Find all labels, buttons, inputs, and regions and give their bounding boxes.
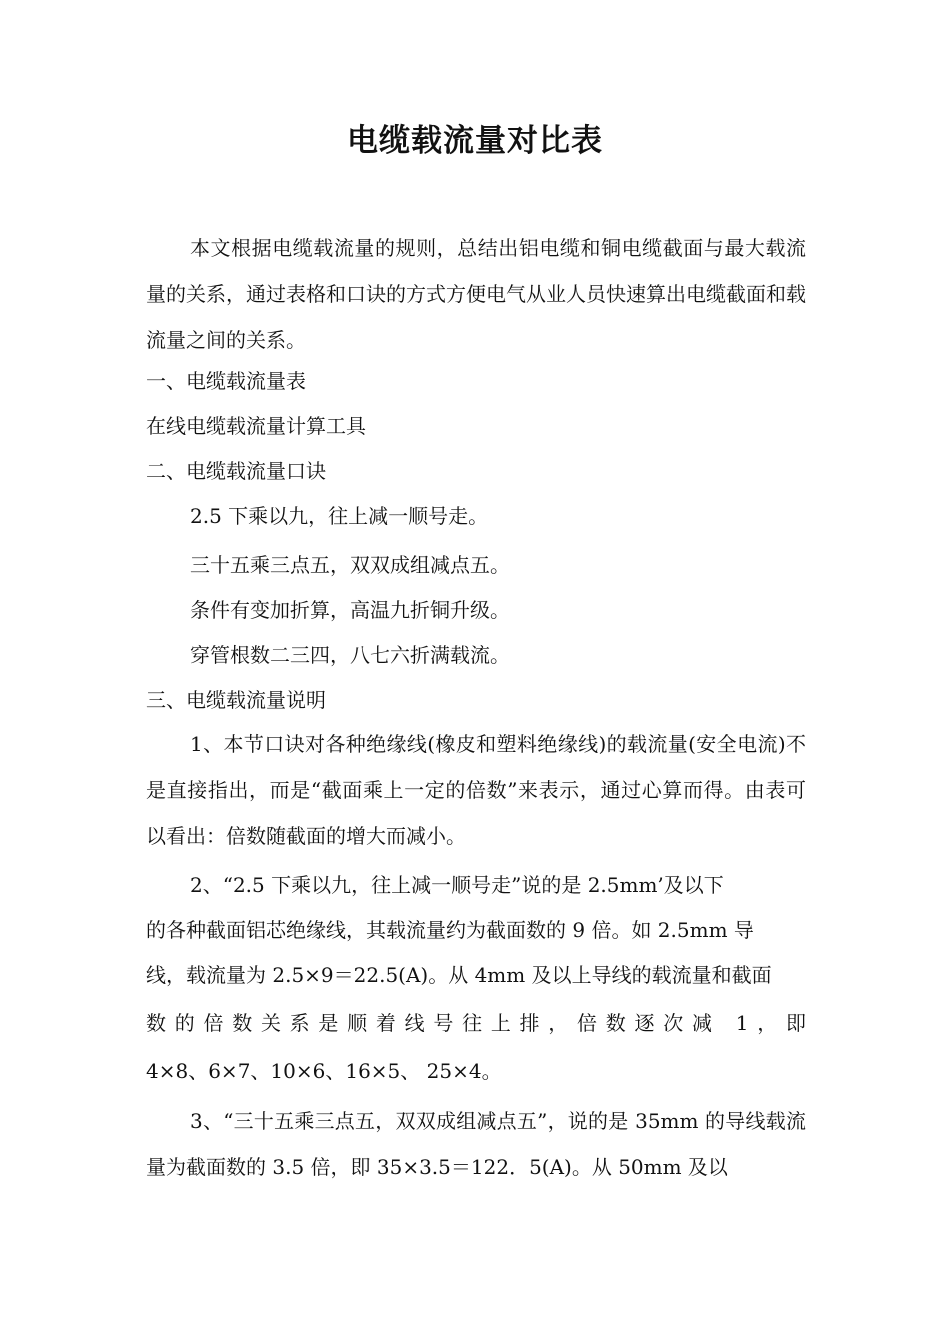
section-1-heading: 一、电缆载流量表 (146, 369, 306, 393)
note-2-line-1: 2、“2.5 下乘以九，往上减一顺号走”说的是 2.5mm’及以下 (190, 873, 724, 897)
intro-paragraph: 本文根据电缆载流量的规则，总结出铝电缆和铜电缆截面与最大载流量的关系，通过表格和口诀的方式方便电气从业人员快速算出电缆截面和载流量之间的关系。 (146, 236, 806, 352)
note-3-paragraph: 3、“三十五乘三点五，双双成组减点五”，说的是 35mm 的导线载流量为截面数的 3.5 倍，即 35×3.5＝122．5(A)。从 50mm 及以 (146, 1109, 806, 1179)
note-2-line-4: 数的倍数关系是顺着线号往上排，倍数逐次减 1，即 (146, 1011, 806, 1035)
note-2-line-3: 线，载流量为 2.5×9＝22.5(A)。从 4mm 及以上导线的载流量和截面 (146, 963, 772, 987)
section-3-heading: 三、电缆载流量说明 (146, 688, 326, 712)
note-2-line-5: 4×8、6×7、10×6、16×5、 25×4。 (146, 1059, 502, 1083)
mnemonic-line-1: 2.5 下乘以九，往上减一顺号走。 (190, 504, 489, 528)
section-2-heading: 二、电缆载流量口诀 (146, 459, 326, 483)
document-title: 电缆载流量对比表 (347, 123, 603, 159)
mnemonic-line-2: 三十五乘三点五，双双成组减点五。 (190, 553, 510, 577)
note-2-line-2: 的各种截面铝芯绝缘线，其载流量约为截面数的 9 倍。如 2.5mm 导 (146, 918, 754, 942)
calculator-tool-link[interactable]: 在线电缆载流量计算工具 (146, 414, 366, 438)
mnemonic-line-3: 条件有变加折算，高温九折铜升级。 (190, 598, 510, 622)
mnemonic-line-4: 穿管根数二三四，八七六折满载流。 (190, 643, 510, 667)
note-1-paragraph: 1、本节口诀对各种绝缘线(橡皮和塑料绝缘线)的载流量(安全电流)不是直接指出，而是“截面乘上一定的倍数”来表示，通过心算而得。由表可以看出：倍数随截面的增大而减小。 (146, 732, 806, 848)
